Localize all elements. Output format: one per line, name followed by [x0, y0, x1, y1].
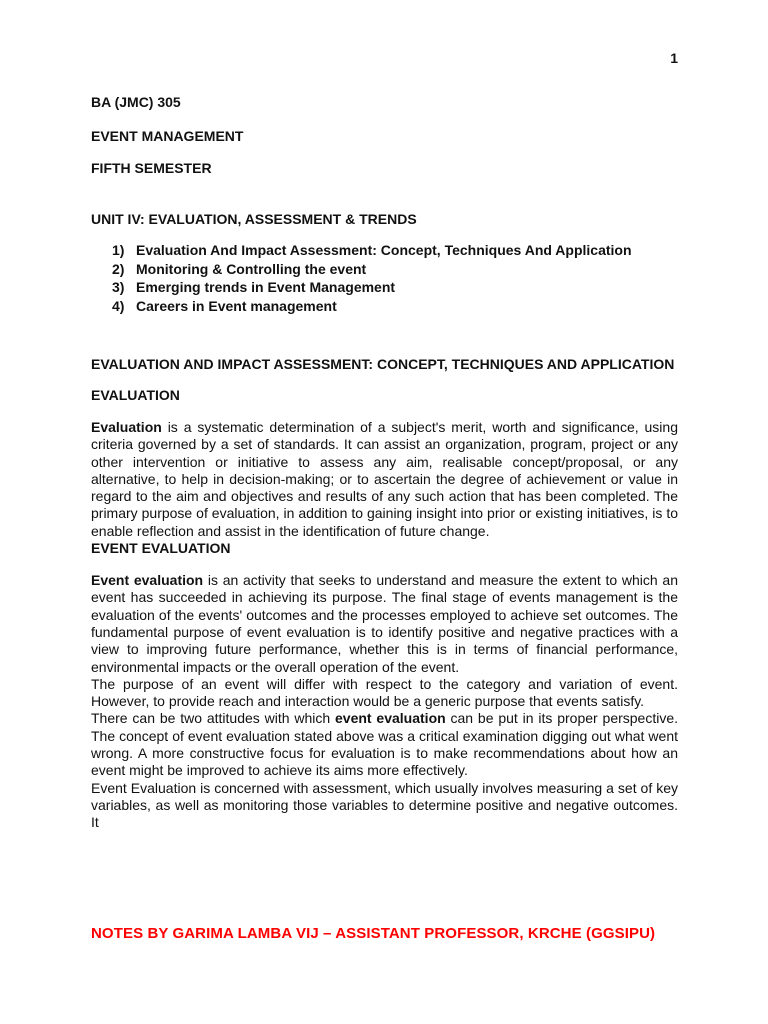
event-evaluation-heading: EVENT EVALUATION — [91, 540, 231, 557]
list-item-text: Monitoring & Controlling the event — [136, 260, 367, 277]
section-title: EVALUATION AND IMPACT ASSESSMENT: CONCEPT, TECHNIQUES AND APPLICATION — [91, 356, 675, 372]
attitudes-text-post: can be put in its proper perspective. The concept of event evaluation stated above was a critical examination digging out what went wrong. A more constructive focus for evaluation is to make recommendations about how an event might be improved to achieve its aims more effectively. — [91, 710, 679, 779]
list-item — [112, 278, 678, 297]
list-item — [112, 241, 678, 260]
list-item-number: 4) — [112, 297, 125, 314]
event-evaluation-text: is an activity that seeks to understand and measure the extent to which an event has succeeded in achieving its purpose. The final stage of events management is the evaluation of the events' outcomes and the processes employed to achieve set outcomes. The fundamental purpose of event evaluation is to identify positive and negative practices with a view to improving future performance, whether this is in terms of financial performance, environmental impacts or the overall operation of the event. — [91, 572, 678, 675]
list-item-text: Careers in Event management — [136, 297, 337, 314]
list-item-number: 1) — [112, 242, 125, 258]
purpose-paragraph: The purpose of an event will differ with respect to the category and variation of event. However, to provide reach and interaction would be a generic purpose that events satisfy. — [91, 675, 678, 710]
event-evaluation-paragraph — [91, 572, 678, 676]
list-item-number: 3) — [112, 279, 125, 295]
topics-list — [91, 241, 678, 315]
list-item-number: 2) — [112, 260, 125, 277]
list-item-text: Emerging trends in Event Management — [136, 279, 396, 295]
evaluation-term: Evaluation — [91, 419, 162, 435]
attitudes-term: event evaluation — [335, 710, 446, 727]
course-code: BA (JMC) 305 — [91, 94, 181, 110]
page-content — [91, 94, 678, 832]
evaluation-paragraph — [91, 419, 678, 540]
page-number: 1 — [670, 50, 678, 66]
subject-title: EVENT MANAGEMENT — [91, 128, 244, 144]
semester-label: FIFTH SEMESTER — [91, 160, 212, 176]
evaluation-text: is a systematic determination of a subject's merit, worth and significance, using criteria governed by a set of standards. It can assist an organization, program, project or any other intervention or initiative to assess any aim, realisable concept/proposal, or any alternative, to help in decision-making; or to ascertain the degree of achievement or value in regard to the aim and objectives and results of any such action that has been completed. The primary purpose of evaluation, in addition to gaining insight into prior or existing initiatives, is to enable reflection and assist in the identification of future change. — [91, 419, 678, 539]
concern-paragraph: Event Evaluation is concerned with assessment, which usually involves measuring a set of key variables, as well as monitoring those variables to determine positive and negative outcomes. It — [91, 779, 678, 831]
unit-title: UNIT IV: EVALUATION, ASSESSMENT & TRENDS — [91, 211, 417, 227]
attitudes-paragraph — [91, 710, 678, 779]
footer-note: NOTES BY GARIMA LAMBA VIJ – ASSISTANT PROFESSOR, KRCHE (GGSIPU) — [91, 925, 656, 942]
event-evaluation-term: Event evaluation — [91, 572, 204, 589]
list-item-text: Evaluation And Impact Assessment: Concept, Techniques And Application — [136, 242, 632, 258]
list-item — [112, 297, 678, 316]
attitudes-text-pre: There can be two attitudes with which — [91, 710, 336, 727]
evaluation-heading: EVALUATION — [91, 387, 180, 403]
list-item — [112, 260, 678, 279]
